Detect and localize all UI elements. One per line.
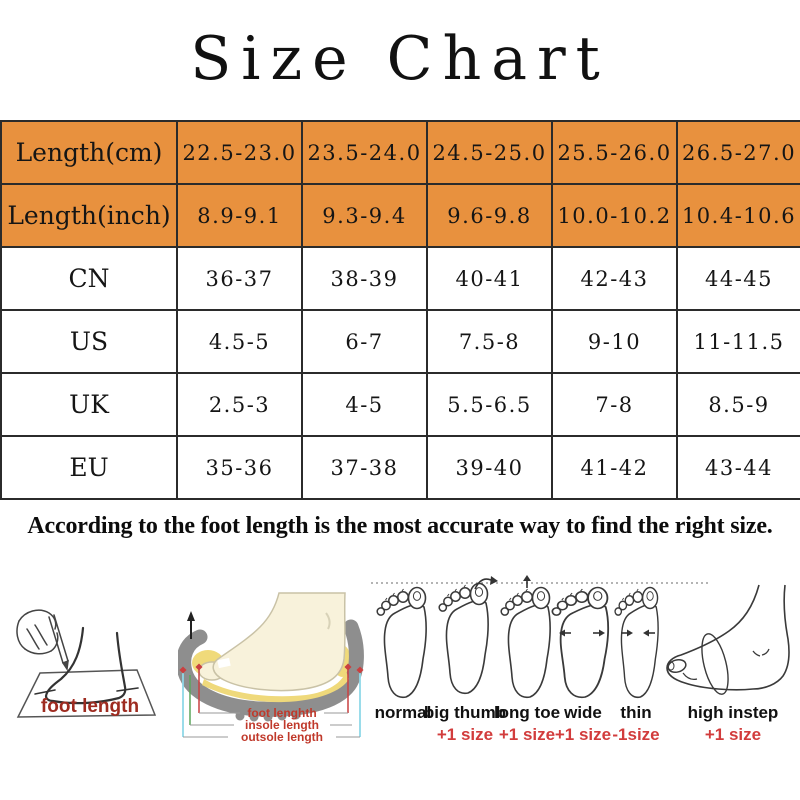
foot-length-caption: foot length — [40, 696, 140, 717]
size-cell: 10.4-10.6 — [677, 184, 800, 247]
row-label: Length(inch) — [1, 184, 177, 247]
size-cell: 7.5-8 — [427, 310, 552, 373]
size-cell: 38-39 — [302, 247, 427, 310]
size-cell: 8.5-9 — [677, 373, 800, 436]
long-toe-foot-icon — [501, 575, 550, 697]
table-row-cn — [1, 247, 800, 310]
size-conversion-table — [0, 120, 800, 500]
page-title: Size Chart — [190, 24, 610, 94]
size-cell: 9-10 — [552, 310, 677, 373]
big-thumb-foot-icon — [439, 576, 498, 693]
hand-with-pencil-icon — [17, 610, 68, 669]
size-cell: 41-42 — [552, 436, 677, 499]
foot-type-adjust: -1size — [612, 725, 660, 744]
row-label: UK — [1, 373, 177, 436]
row-label: Length(cm) — [1, 121, 177, 184]
insole-length-label: insole length — [244, 718, 320, 732]
table-row-eu — [1, 436, 800, 499]
thin-foot-icon — [615, 588, 658, 698]
size-cell: 10.0-10.2 — [552, 184, 677, 247]
table-row-length-inch — [1, 184, 800, 247]
size-cell: 8.9-9.1 — [177, 184, 302, 247]
foot-type-name: thin — [620, 703, 652, 722]
foot-type-name: wide — [564, 703, 602, 722]
foot-type-adjust: +1 size — [498, 725, 556, 744]
size-cell: 37-38 — [302, 436, 427, 499]
foot-types-illustration — [365, 575, 795, 710]
foot-type-name: high instep — [687, 703, 779, 722]
size-cell: 7-8 — [552, 373, 677, 436]
size-cell: 39-40 — [427, 436, 552, 499]
row-label: CN — [1, 247, 177, 310]
size-cell: 24.5-25.0 — [427, 121, 552, 184]
shoe-length-illustration — [178, 575, 385, 765]
table-row-length-cm — [1, 121, 800, 184]
outsole-length-label: outsole length — [241, 730, 323, 744]
foot-type-name: long toe — [493, 703, 561, 722]
size-cell: 25.5-26.0 — [552, 121, 677, 184]
foot-type-adjust: +1 size — [704, 725, 762, 744]
foot-type-name: normal — [374, 703, 432, 722]
size-cell: 42-43 — [552, 247, 677, 310]
size-cell: 23.5-24.0 — [302, 121, 427, 184]
size-cell: 2.5-3 — [177, 373, 302, 436]
size-cell: 36-37 — [177, 247, 302, 310]
wide-foot-icon — [552, 588, 608, 698]
size-cell: 26.5-27.0 — [677, 121, 800, 184]
accuracy-note: According to the foot length is the most accurate way to find the right size. — [27, 513, 773, 539]
foot-length-label: foot lenghth — [247, 706, 317, 720]
high-instep-foot-icon — [667, 585, 789, 697]
size-cell: 9.6-9.8 — [427, 184, 552, 247]
row-label: EU — [1, 436, 177, 499]
table-row-uk — [1, 373, 800, 436]
foot-and-leg — [213, 593, 345, 691]
table-row-us — [1, 310, 800, 373]
size-cell: 9.3-9.4 — [302, 184, 427, 247]
size-cell: 11-11.5 — [677, 310, 800, 373]
size-cell: 6-7 — [302, 310, 427, 373]
foot-tracing-illustration — [5, 595, 180, 755]
size-cell: 44-45 — [677, 247, 800, 310]
size-cell: 22.5-23.0 — [177, 121, 302, 184]
size-cell: 43-44 — [677, 436, 800, 499]
foot-type-adjust: +1 size — [436, 725, 494, 744]
normal-foot-icon — [377, 588, 426, 698]
figures-section — [0, 560, 800, 800]
size-cell: 5.5-6.5 — [427, 373, 552, 436]
foot-type-thin — [581, 703, 691, 744]
foot-type-name: big thumb — [423, 703, 507, 722]
size-cell: 40-41 — [427, 247, 552, 310]
foot-type-high-instep — [678, 703, 788, 744]
row-label: US — [1, 310, 177, 373]
foot-type-adjust: +1 size — [554, 725, 612, 744]
size-cell: 4.5-5 — [177, 310, 302, 373]
size-cell: 4-5 — [302, 373, 427, 436]
size-cell: 35-36 — [177, 436, 302, 499]
